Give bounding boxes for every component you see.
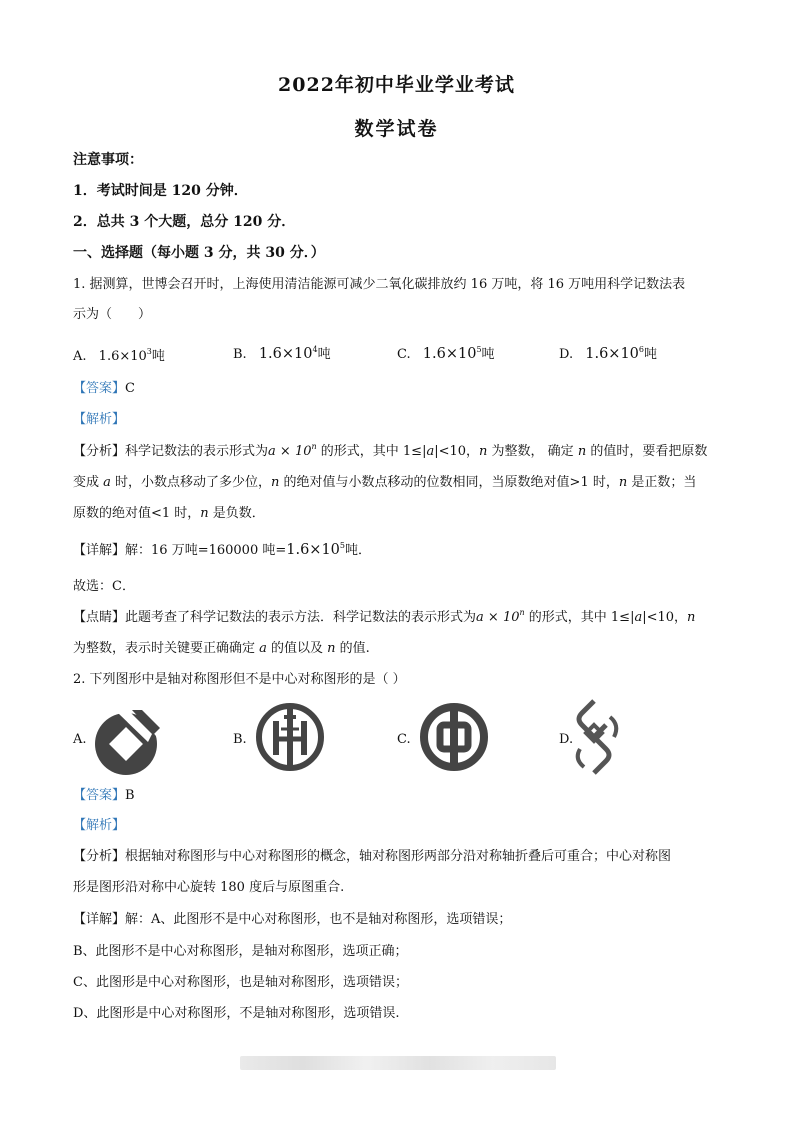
option-value: 1.6×10 bbox=[585, 346, 639, 362]
q2-option-c-label: C. bbox=[397, 732, 411, 747]
q1-answer bbox=[73, 380, 135, 398]
q1-option-d bbox=[559, 343, 657, 362]
text: |<10， bbox=[642, 610, 688, 625]
q2-xiangjie-a bbox=[73, 911, 511, 929]
text: 变成 bbox=[73, 475, 104, 490]
q2-fenxi-line1 bbox=[73, 848, 671, 866]
var-n: n bbox=[200, 506, 209, 521]
text: 是正数；当 bbox=[627, 475, 697, 490]
text: 原数的绝对值<1 时， bbox=[73, 506, 201, 521]
text: 此题考查了科学记数法的表示方法．科学记数法的表示形式为 bbox=[125, 610, 477, 625]
boc-logo-icon bbox=[418, 701, 490, 773]
option-unit: 吨 bbox=[151, 349, 165, 364]
text: 为整数，表示时关键要正确确定 bbox=[73, 641, 260, 656]
xiangjie-tag: 【详解】 bbox=[73, 543, 126, 558]
xiangjie-tag: 【详解】 bbox=[73, 912, 126, 927]
q1-xiangjie bbox=[73, 541, 371, 560]
dianjing-tag: 【点睛】 bbox=[73, 610, 126, 625]
var-n: n bbox=[479, 444, 488, 459]
text: 解：A、此图形不是中心对称图形，也不是轴对称图形，选项错误； bbox=[125, 912, 512, 927]
page-title: 2022年初中毕业学业考试 bbox=[278, 74, 515, 96]
var-n: n bbox=[577, 444, 587, 459]
text: 的形式，其中 1≤| bbox=[524, 610, 635, 625]
q1-guxuan: 故选：C． bbox=[73, 579, 135, 594]
var-a: a bbox=[634, 610, 643, 625]
q2-option-d-label: D. bbox=[559, 732, 574, 747]
option-exponent: 6 bbox=[638, 345, 644, 354]
q1-analysis-tag: 【解析】 bbox=[73, 412, 126, 427]
text: 的值以及 bbox=[266, 641, 328, 656]
answer-tag: 【答案】 bbox=[73, 381, 126, 396]
answer-tag: 【答案】 bbox=[73, 788, 126, 803]
option-label: C. bbox=[397, 347, 411, 362]
q1-fenxi-line3 bbox=[73, 505, 265, 523]
blurred-footer-watermark bbox=[240, 1056, 556, 1070]
answer-value: C bbox=[125, 381, 135, 396]
var-a: a bbox=[103, 475, 111, 490]
option-unit: 吨 bbox=[481, 347, 495, 362]
abc-logo-icon bbox=[254, 701, 326, 773]
formula-exponent: 5 bbox=[339, 541, 345, 550]
q2-xiangjie-c: C、此图形是中心对称图形，也是轴对称图形，选项错误； bbox=[73, 975, 408, 990]
q1-stem-line2: 示为（ ） bbox=[73, 307, 152, 322]
option-unit: 吨 bbox=[317, 347, 331, 362]
q1-dianjing-line1 bbox=[73, 609, 695, 627]
option-exponent: 4 bbox=[312, 345, 318, 354]
answer-value: B bbox=[125, 788, 135, 803]
text: 科学记数法的表示形式为 bbox=[125, 444, 269, 459]
q2-analysis-tag: 【解析】 bbox=[73, 818, 126, 833]
q1-stem-line1: 1. 据测算，世博会召开时，上海使用清洁能源可减少二氧化碳排放约 16 万吨，将 16 万吨用科学记数法表 bbox=[73, 277, 686, 292]
option-label: A. bbox=[73, 349, 87, 364]
q2-fenxi-line2: 形是图形沿对称中心旋转 180 度后与原图重合. bbox=[73, 880, 345, 895]
option-value: 1.6×10 bbox=[258, 346, 313, 362]
note-1: 1．考试时间是 120 分钟． bbox=[73, 183, 248, 199]
var-a: a bbox=[259, 641, 267, 656]
note-2: 2．总共 3 个大题，总分 120 分． bbox=[73, 214, 296, 230]
var-n: n bbox=[271, 475, 280, 490]
q2-answer bbox=[73, 787, 135, 805]
text: 解：16 万吨=160000 吨= bbox=[125, 543, 287, 558]
text: 根据轴对称图形与中心对称图形的概念，轴对称图形两部分沿对称轴折叠后可重合；中心对称图 bbox=[125, 849, 672, 864]
q2-option-b-label: B. bbox=[233, 732, 247, 747]
text: 的绝对值与小数点移动的位数相同，当原数绝对值>1 时， bbox=[279, 475, 619, 490]
formula-exponent: n bbox=[519, 608, 525, 617]
q2-xiangjie-b: B、此图形不是中心对称图形，是轴对称图形，选项正确； bbox=[73, 944, 408, 959]
notes-heading: 注意事项： bbox=[73, 152, 143, 168]
option-unit: 吨 bbox=[644, 347, 658, 362]
ccb-logo-icon bbox=[92, 704, 164, 776]
formula-exponent: n bbox=[311, 442, 317, 451]
icbc-s-logo-icon bbox=[574, 697, 626, 777]
q1-option-b bbox=[233, 343, 331, 362]
text: 为整数， 确定 bbox=[487, 444, 578, 459]
fenxi-tag: 【分析】 bbox=[73, 444, 126, 459]
text: |<10， bbox=[434, 444, 480, 459]
formula: a × 10 bbox=[476, 610, 520, 625]
var-a: a bbox=[426, 444, 435, 459]
text: 是负数． bbox=[208, 506, 265, 521]
q2-xiangjie-d: D、此图形是中心对称图形，不是轴对称图形，选项错误. bbox=[73, 1006, 400, 1021]
var-n: n bbox=[687, 610, 696, 625]
text: 的形式，其中 1≤| bbox=[316, 444, 427, 459]
q1-option-c bbox=[397, 343, 495, 362]
page-subtitle: 数学试卷 bbox=[354, 118, 439, 140]
q1-fenxi-line1 bbox=[73, 443, 707, 461]
text: 的值. bbox=[335, 641, 370, 656]
formula: a × 10 bbox=[268, 444, 312, 459]
section-heading: 一、选择题（每小题 3 分，共 30 分．） bbox=[73, 245, 325, 261]
q1-option-a bbox=[73, 345, 165, 364]
option-value: 1.6×10 bbox=[422, 346, 477, 362]
option-exponent: 3 bbox=[146, 347, 152, 356]
option-label: D. bbox=[559, 347, 574, 362]
text: 的值时，要看把原数 bbox=[586, 444, 708, 459]
q2-option-a-label: A. bbox=[73, 732, 87, 747]
option-exponent: 5 bbox=[476, 345, 482, 354]
text: 吨． bbox=[345, 543, 372, 558]
q1-dianjing-line2 bbox=[73, 640, 370, 658]
formula: 1.6×10 bbox=[286, 542, 340, 558]
option-value: 1.6×10 bbox=[98, 349, 147, 364]
text: 时，小数点移动了多少位， bbox=[110, 475, 272, 490]
var-n: n bbox=[618, 475, 628, 490]
q2-stem: 2. 下列图形中是轴对称图形但不是中心对称图形的是（ ） bbox=[73, 672, 406, 687]
var-n: n bbox=[327, 641, 336, 656]
q1-fenxi-line2 bbox=[73, 474, 696, 492]
fenxi-tag: 【分析】 bbox=[73, 849, 126, 864]
option-label: B. bbox=[233, 347, 247, 362]
